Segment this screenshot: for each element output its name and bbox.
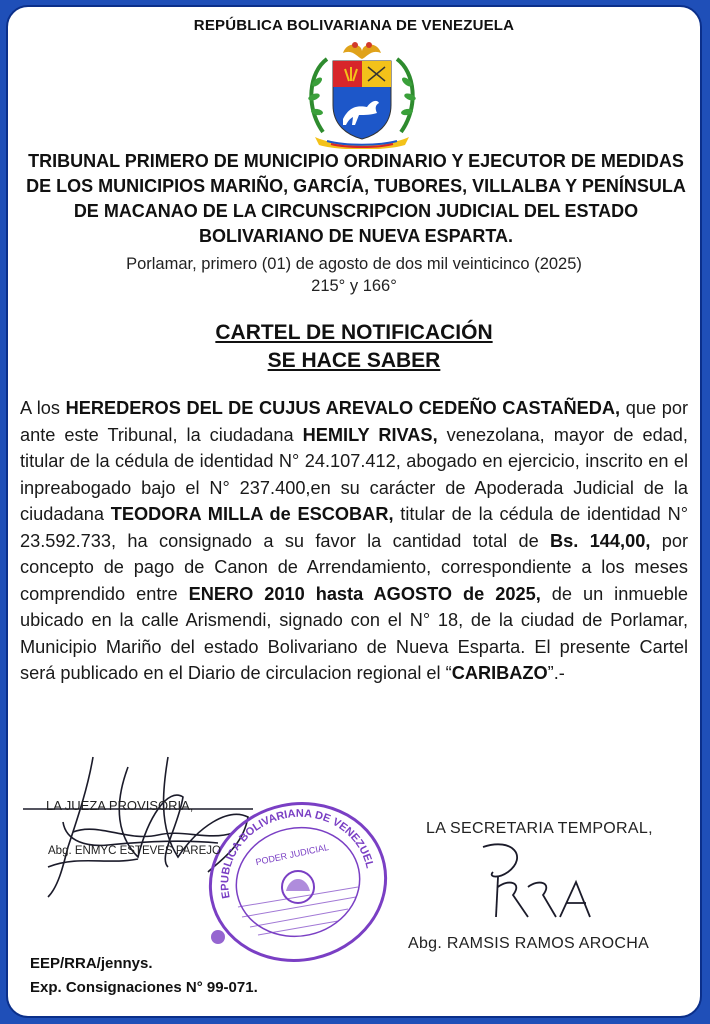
secretary-title: LA SECRETARIA TEMPORAL, (426, 820, 653, 837)
court-seal (198, 787, 398, 967)
judge-title: LA JUEZA PROVISORIA, (46, 798, 194, 813)
body-text-segment: venezolana, mayor de edad, titular de la cédula de identidad N° 24.107.412, abogado en ejercicio, inscrito en el inpreabogado bajo el N° 237.400,en su carácter de Apoderada Judicial de la ciudadana (20, 424, 688, 524)
body-text-segment: que por ante este Tribunal, la ciudadana (20, 398, 689, 445)
seal-outer-text: REPUBLICA BOLIVARIANA DE VENEZUELA (219, 807, 376, 900)
amount: Bs. 144,00, (550, 530, 651, 551)
seal-inner-text: PODER JUDICIAL (254, 841, 330, 868)
notice-body (20, 395, 688, 687)
newspaper-name: CARIBAZO (451, 663, 548, 683)
body-text-segment: titular de la cédula de identidad N° 23.592.733, ha consignado a su favor la cantidad total de (20, 504, 689, 551)
file-reference: Exp. Consignaciones N° 99-071. (30, 979, 258, 996)
issue-date: Porlamar, primero (01) de agosto de dos mil veinticinco (2025) (126, 255, 582, 273)
republic-heading: REPÚBLICA BOLIVARIANA DE VENEZUELA (193, 17, 515, 34)
attorney-name: HEMILY RIVAS, (302, 424, 438, 445)
tribunal-heading: TRIBUNAL PRIMERO DE MUNICIPIO ORDINARIO Y EJECUTOR DE MEDIDAS DE LOS MUNICIPIOS MARIÑO, GARCÍA, TUBORES, VILLALBA Y PENÍNSULA DE MACANAO DE LA CIRCUNSCRIPCION JUDICIAL DEL ESTADO BOLIVARIANO DE NUEVA ESPARTA. (26, 151, 686, 246)
client-name: TEODORA MILLA de ESCOBAR, (110, 504, 394, 524)
coat-of-arms-icon (305, 37, 419, 149)
secretary-signature (468, 837, 608, 937)
body-text-segment: A los (20, 398, 66, 418)
body-text-segment: de un inmueble ubicado en la calle Arismendi, signado con el N° 18, de la ciudad de Porlamar, Municipio Mariño del estado Bolivariano de Nueva Esparta. El presente Cartel será publicado en el Diario de circulacion regional el “ (20, 583, 688, 683)
notice-subtitle: SE HACE SABER (267, 349, 441, 372)
period: ENERO 2010 hasta AGOSTO de 2025, (188, 583, 541, 604)
notice-title: CARTEL DE NOTIFICACIÓN (215, 321, 493, 344)
body-text-segment: ”.- (547, 663, 565, 683)
initials-reference: EEP/RRA/jennys. (30, 955, 153, 972)
body-text-segment: por concepto de pago de Canon de Arrendamiento, correspondiente a los meses comprendido entre (20, 530, 689, 604)
notice-card (6, 5, 702, 1018)
independence-years: 215° y 166° (311, 277, 397, 295)
heirs-name: HEREDEROS DEL DE CUJUS AREVALO CEDEÑO CASTAÑEDA, (65, 398, 621, 418)
judge-name: Abg. ENMYC ESTEVES PAREJO (48, 845, 221, 857)
secretary-name: Abg. RAMSIS RAMOS AROCHA (408, 935, 650, 952)
